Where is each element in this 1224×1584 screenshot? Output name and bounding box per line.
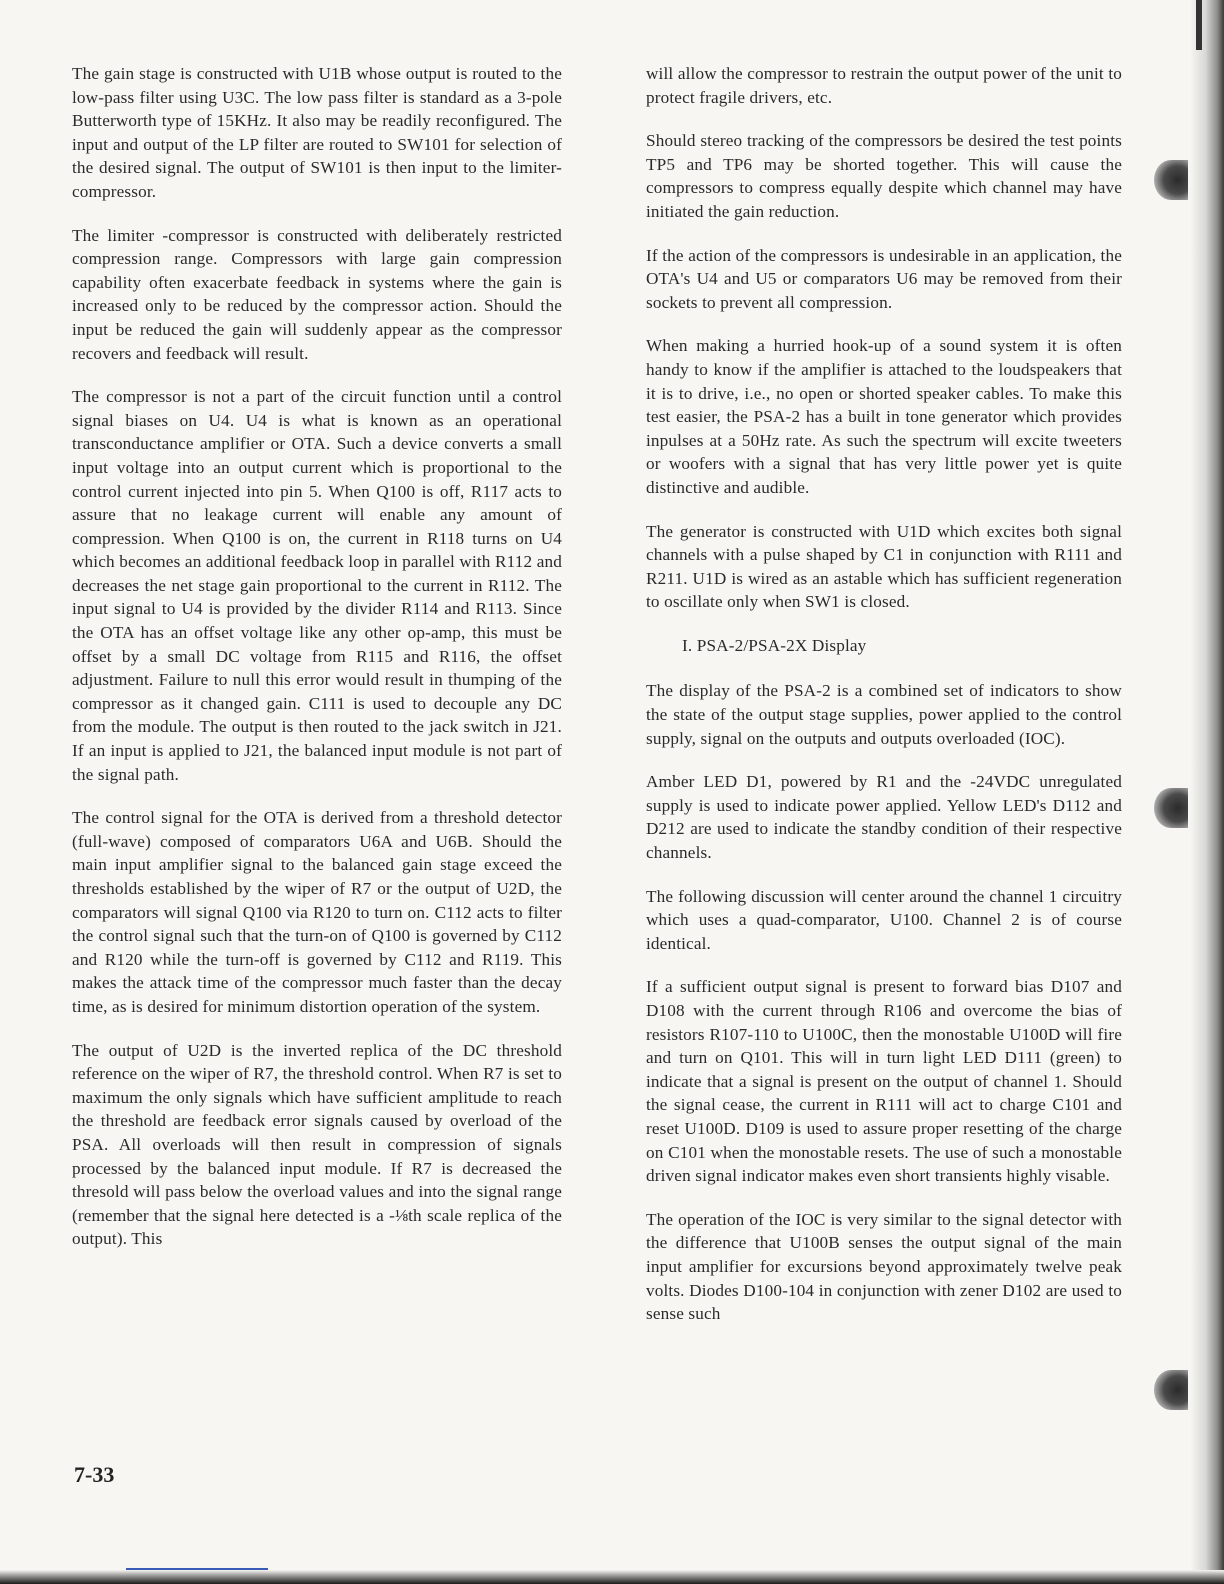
paragraph-stereo-tracking: Should stereo tracking of the compressors be desired the test points TP5 and TP6 may be shorted together. This will cause the compressors to compress equally despite which channel may have initiated the gain reduction.: [646, 131, 1122, 221]
paragraph-ota-description: The compressor is not a part of the circuit function until a control signal biases on U4. U4 is what is known as an operational transconductance amplifier or OTA. Such a device converts a small input voltage into an output current which is proportional to the control current injected into pin 5. When Q100 is off, R117 acts to assure that no leakage current will enable any amount of compression. When Q100 is on, the current in R118 turns on U4 which becomes an additional feedback loop in parallel with R112 and decreases the net stage gain proportional to the current in R112. The input signal to U4 is provided by the divider R114 and R113. Since the OTA has an offset voltage like any other op-amp, this must be offset by a small DC voltage from R115 and R116, the offset adjustment. Failure to null this error would result in thumping of the compressor as it changed gain. C111 is used to decouple any DC from the module. The output is then routed to the jack switch in J21. If an input is applied to J21, the balanced input module is not part of the signal path.: [72, 387, 562, 784]
paragraph-channel-discussion: The following discussion will center around the channel 1 circuitry which uses a quad-comparator, U100. Channel 2 is of course identical.: [646, 886, 1122, 953]
binding-edge: [1190, 0, 1224, 1584]
paragraph-generator-construction: The generator is constructed with U1D which excites both signal channels with a pulse shaped by C1 in conjunction with R111 and R211. U1D is wired as an astable which has sufficient regeneration to oscillate only when SW1 is closed.: [646, 521, 1122, 612]
paragraph-ioc-operation: The operation of the IOC is very similar to the signal detector with the difference that U100B senses the output signal of the main input amplifier for excursions beyond approximately twelve peak volts. Diodes D100-104 in conjunction with zener D102 are used to sense such: [646, 1209, 1122, 1324]
paragraph-compressor-removal: If the action of the compressors is undesirable in an application, the OTA's U4 and U5 or comparators U6 may be removed from their sockets to prevent all compression.: [646, 245, 1122, 312]
punch-hole: [1154, 160, 1188, 200]
paragraph-u2d-output: The output of U2D is the inverted replica of the DC threshold reference on the wiper of R7, the threshold control. When R7 is set to maximum the only signals which have sufficient amplitude to reach the threshold are feedback error signals caused by overload of the PSA. All overloads will then result in compression of signals processed by the balanced input module. If R7 is decreased the thresold will pass below the overload values and into the signal range (remember that the signal here detected is a -⅛th scale replica of the output). This: [72, 1040, 562, 1249]
page-number: 7-33: [74, 1462, 115, 1487]
right-text-column: [646, 62, 1122, 1346]
binding-edge-mark: [1196, 0, 1202, 50]
paragraph-tone-generator: When making a hurried hook-up of a sound system it is often handy to know if the amplifier is attached to the loudspeakers that it is to drive, i.e., no open or shorted speaker cables. To make this test easier, the PSA-2 has a built in tone generator which provides inpulses at a 50Hz rate. As such the spectrum will excite tweeters or woofers with a signal that has very little power yet is quite distinctive and audible.: [646, 336, 1122, 497]
bottom-edge: [0, 1570, 1224, 1584]
paragraph-control-signal: The control signal for the OTA is derived from a threshold detector (full-wave) composed of comparators U6A and U6B. Should the main input amplifier signal to the balanced gain stage exceed the thresholds established by the wiper of R7 or the output of U2D, the comparators will signal Q100 via R120 to turn on. C112 acts to filter the control signal such that the turn-on of Q100 is governed by C112 and R120 while the turn-off is governed by C112 and R119. This makes the attack time of the compressor much faster than the decay time, as is desired for minimum distortion operation of the system.: [72, 808, 562, 1016]
section-heading: I. PSA-2/PSA-2X Display: [682, 635, 867, 655]
punch-hole: [1154, 788, 1188, 828]
paragraph-gain-stage: The gain stage is constructed with U1B whose output is routed to the low-pass filter using U3C. The low pass filter is standard as a 3-pole Butterworth type of 15KHz. It also may be readily reconfigured. The input and output of the LP filter are routed to SW101 for selection of the desired signal. The output of SW101 is then input to the limiter-compressor.: [72, 64, 562, 201]
left-text-column: [72, 62, 562, 1271]
punch-hole: [1154, 1370, 1188, 1410]
paragraph-signal-detector: If a sufficient output signal is present to forward bias D107 and D108 with the current through R106 and overcome the bias of resistors R107-110 to U100C, then the monostable U100D will fire and turn on Q101. This will in turn light LED D111 (green) to indicate that a signal is present on the output of channel 1. Should the signal cease, the current in R111 will act to charge C101 and reset U100D. D109 is used to assure proper resetting of the charge on C101 when the monostable resets. The use of such a monostable driven signal indicator makes even short transients highly visable.: [646, 977, 1122, 1186]
paragraph-compressor-continuation: will allow the compressor to restrain the output power of the unit to protect fragile drivers, etc.: [646, 64, 1122, 107]
paragraph-display-overview: The display of the PSA-2 is a combined set of indicators to show the state of the output stage supplies, power applied to the control supply, signal on the outputs and outputs overloaded (IOC).: [646, 681, 1122, 748]
paragraph-led-indicators: Amber LED D1, powered by R1 and the -24VDC unregulated supply is used to indicate power applied. Yellow LED's D112 and D212 are used to indicate the standby condition of their respective channels.: [646, 772, 1122, 863]
paragraph-limiter-compressor: The limiter -compressor is constructed with deliberately restricted compression range. Compressors with large gain compression capability often exacerbate feedback in systems where the gain is increased only to be reduced by the compressor action. Should the input be reduced the gain will suddenly appear as the compressor recovers and feedback will result.: [72, 225, 562, 363]
